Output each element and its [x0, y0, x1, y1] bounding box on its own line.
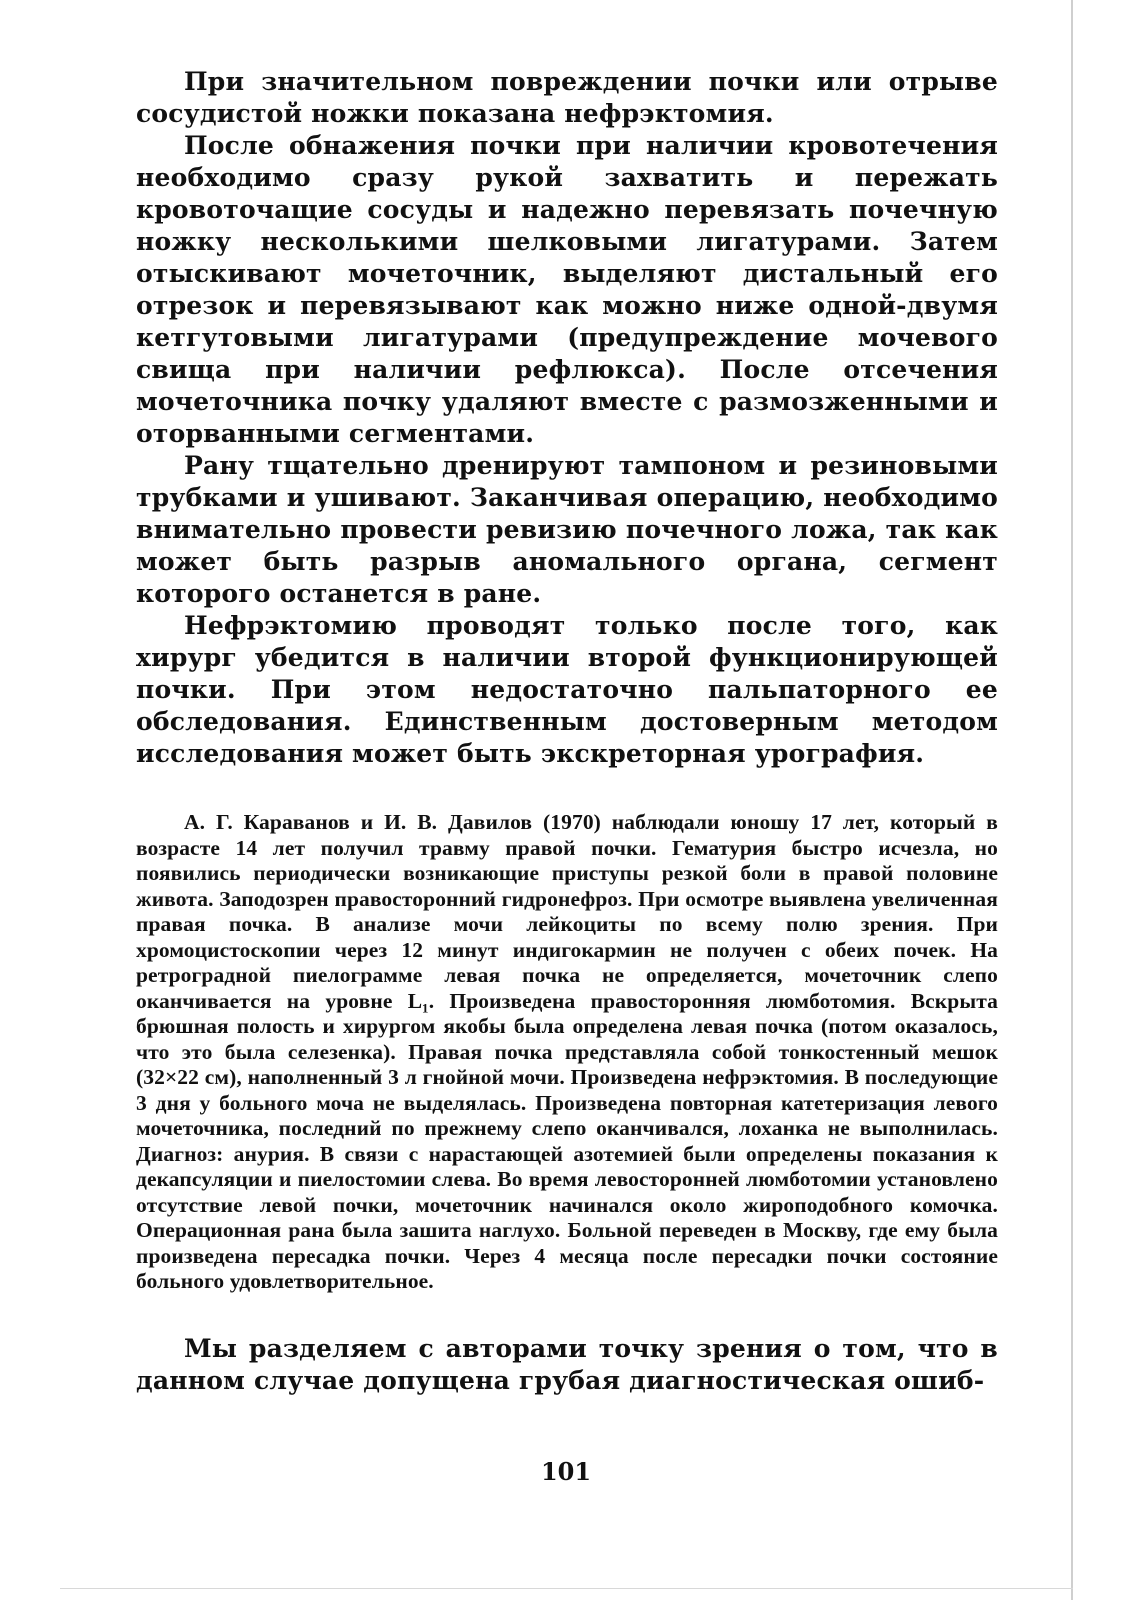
text-column	[136, 66, 998, 1397]
paragraph-surgical-technique: После обнажения почки при наличии кровотечения необходимо сразу рукой захватить и пережать кровоточащие сосуды и надежно перевязать почечную ножку несколькими шелковыми лигатурами. Затем отыскивают мочеточник, выделяют дистальный его отрезок и перевязывают как можно ниже одной-двумя кетгутовыми лигатурами (предупреждение мочевого свища при наличии рефлюкса). После отсечения мочеточника почку удаляют вместе с размозженными и оторванными сегментами.	[136, 131, 998, 448]
paragraph-second-kidney-check: Нефрэктомию проводят только после того, как хирург убедится в наличии второй функционирующей почки. При этом недостаточно пальпаторного ее обследования. Единственным достоверным методом исследования может быть экскреторная урография.	[136, 611, 998, 768]
case-report-text: А. Г. Караванов и И. В. Давилов (1970) наблюдали юношу 17 лет, который в возрасте 14 лет получил травму правой почки. Гематурия быстро исчезла, но появились периодически возникающие приступы резкой боли в правой половине живота. Заподозрен правосторонний гидронефроз. При осмотре выявлена увеличенная правая почка. В анализе мочи лейкоциты по всему полю зрения. При хромоцистоскопии через 12 минут индигокармин не получен с обеих почек. На ретроградной пиелограмме левая почка не определяется, мочеточник слепо оканчивается на уровне L₁. Произведена правосторонняя люмботомия. Вскрыта брюшная полость и хирургом якобы была определена левая почка (потом оказалось, что это была селезенка). Правая почка представляла собой тонкостенный мешок (32×22 см), наполненный 3 л гнойной мочи. Произведена нефрэктомия. В последующие 3 дня у больного моча не выделялась. Произведена повторная катетеризация левого мочеточника, последний по прежнему слепо оканчивался, лоханка не выполнилась. Диагноз: анурия. В связи с нарастающей азотемией были определены показания к декапсуляции и пиелостомии слева. Во время левосторонней люмботомии установлено отсутствие левой почки, мочеточник начинался около жироподобного комочка. Операционная рана была зашита наглухо. Больной переведен в Москву, где ему была произведена пересадка почки. Через 4 месяца после пересадки почки состояние больного удовлетворительное.	[136, 810, 998, 1293]
paragraph-nephrectomy-indication: При значительном повреждении почки или отрыве сосудистой ножки показана нефрэктомия.	[136, 67, 998, 128]
paragraph-wound-drainage: Рану тщательно дренируют тампоном и резиновыми трубками и ушивают. Заканчивая операцию, необходимо внимательно провести ревизию почечного ложа, так как может быть разрыв аномального органа, сегмент которого останется в ране.	[136, 451, 998, 608]
page-bottom-rule	[60, 1588, 1073, 1589]
page-edge-rule	[1071, 0, 1073, 1600]
main-text	[136, 66, 998, 770]
closing-paragraph: Мы разделяем с авторами точку зрения о том, что в данном случае допущена грубая диагностическая ошиб-	[136, 1333, 998, 1395]
closing-text	[136, 1333, 998, 1397]
case-report	[136, 810, 998, 1295]
page-number: 101	[540, 1457, 592, 1486]
